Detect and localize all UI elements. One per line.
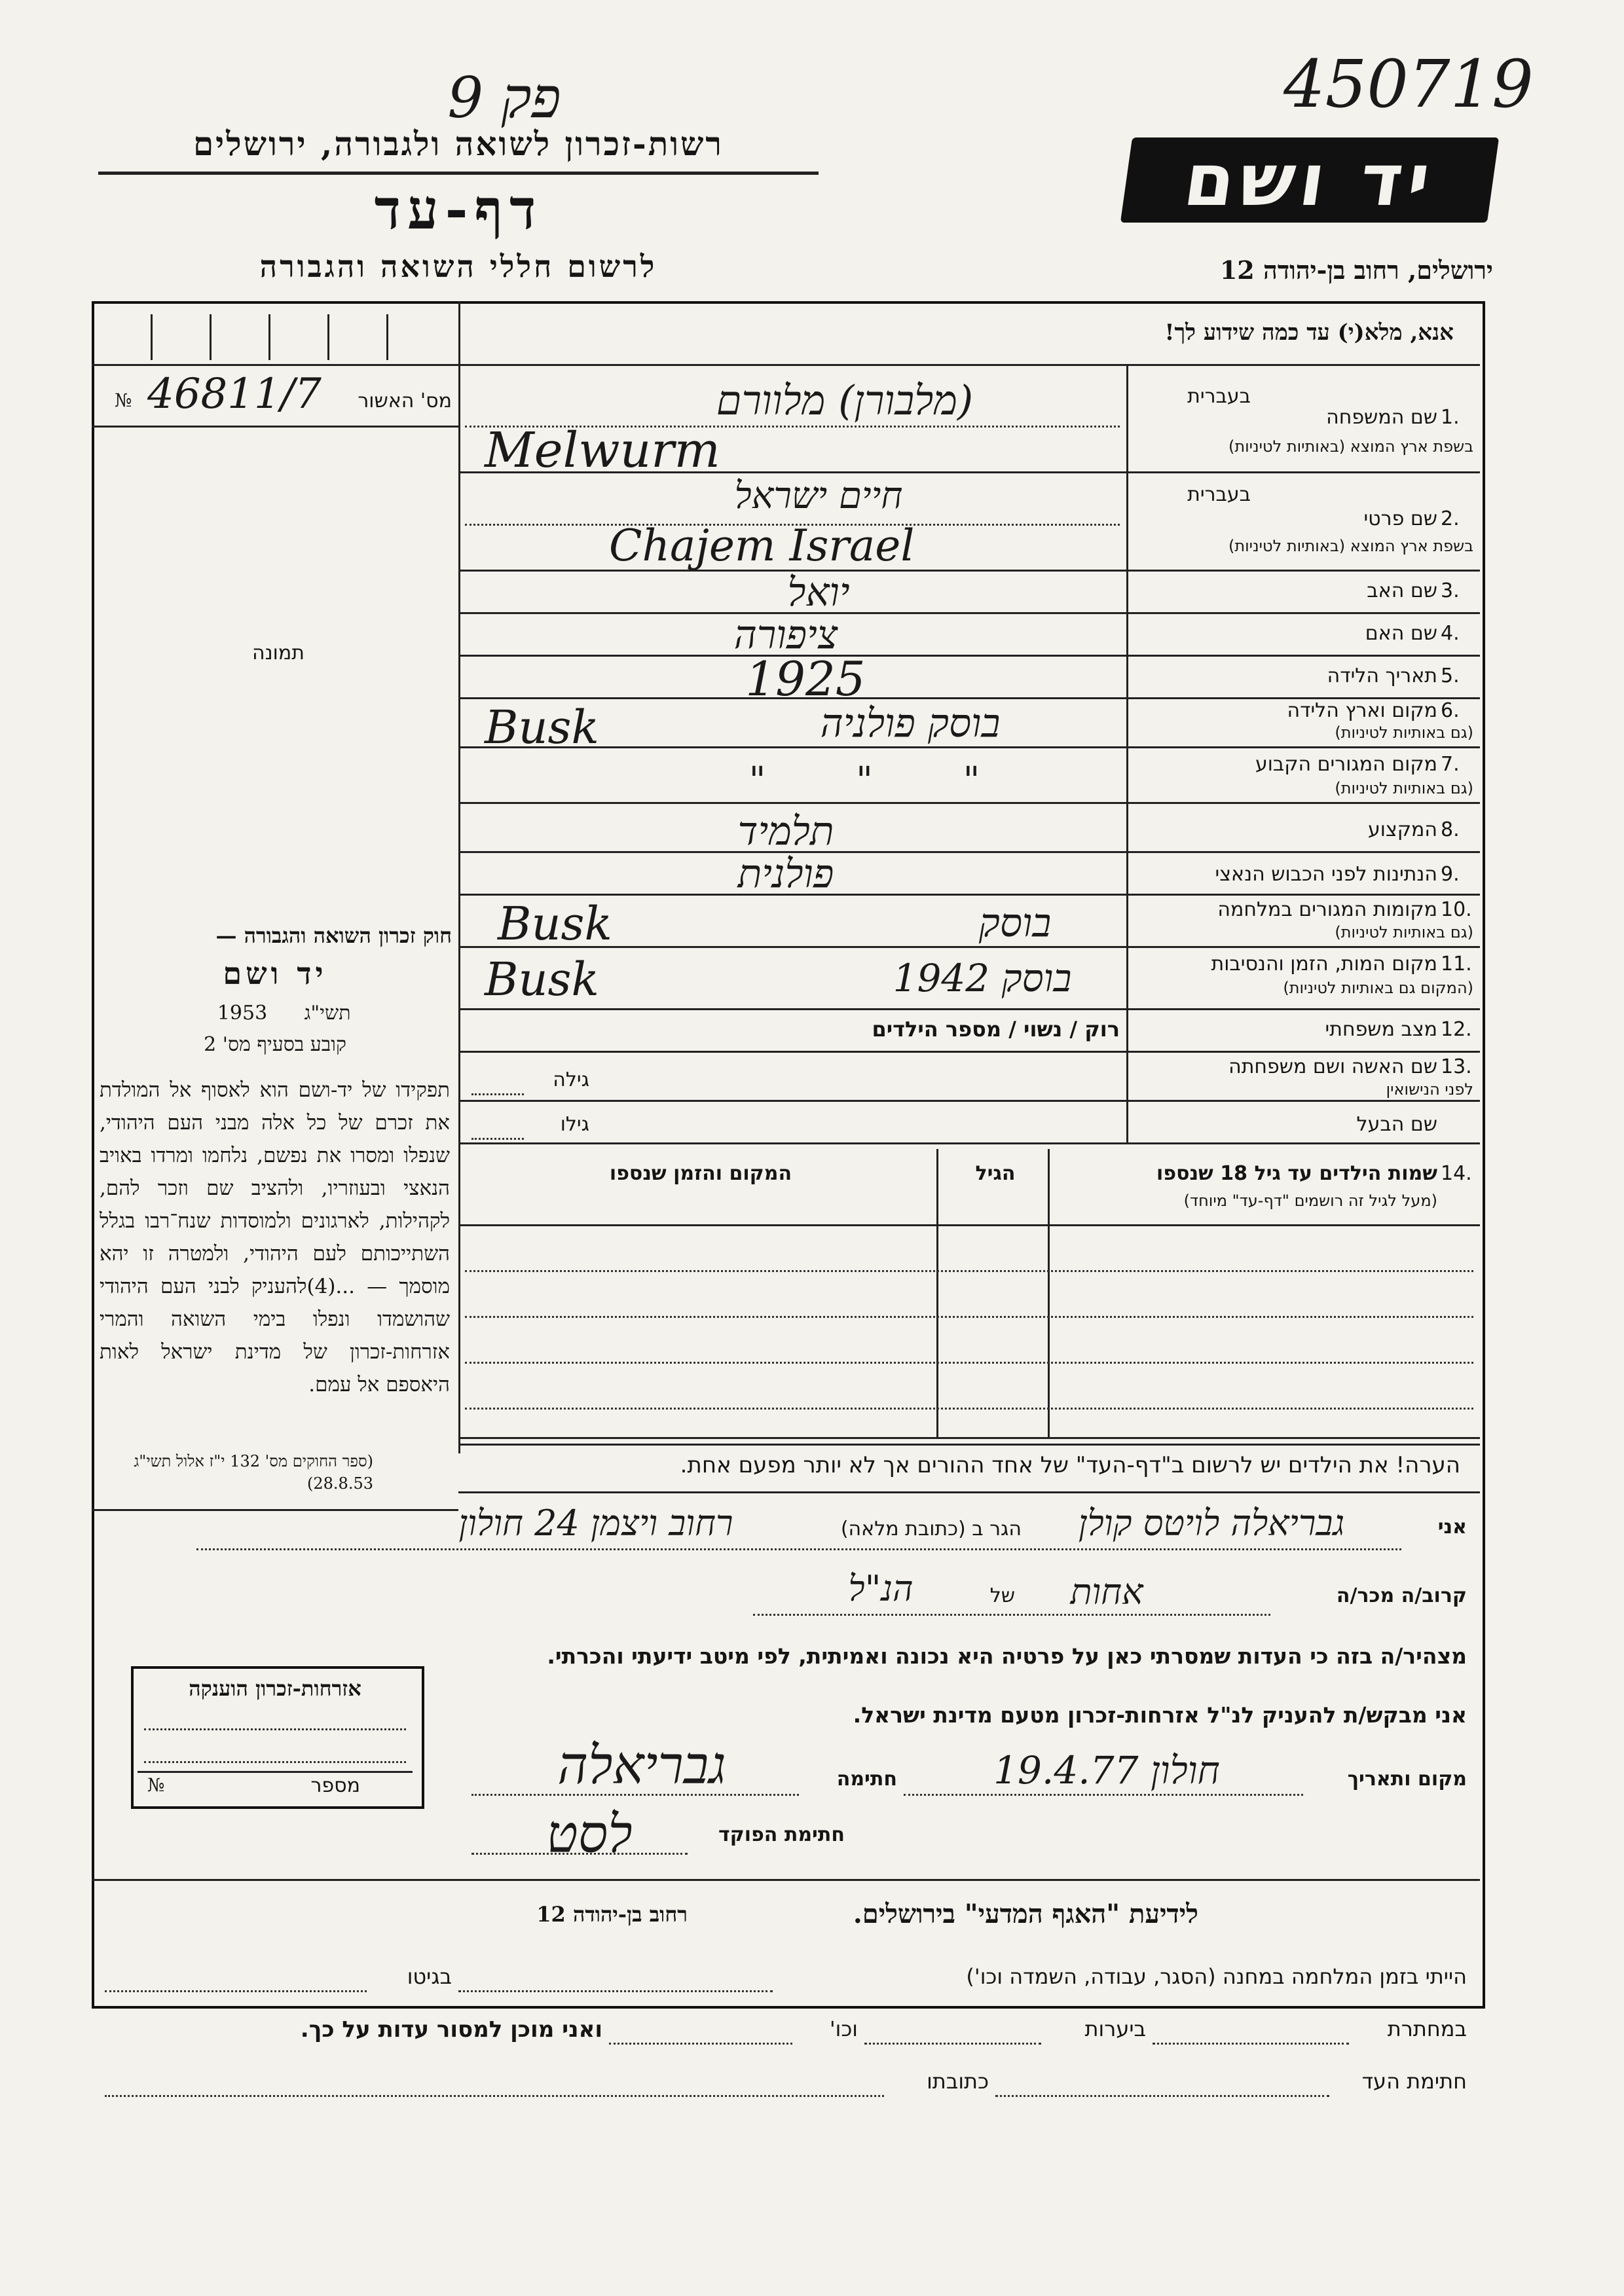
place-date-dots: [904, 1794, 1303, 1796]
rule-f8: [458, 851, 1480, 853]
top-handwritten-note: פק 9: [447, 65, 561, 131]
f10-value-lat: Busk: [498, 897, 612, 951]
f14-row-2: [465, 1316, 1473, 1318]
declarant-name: גבריאלה לויטס קולן: [1078, 1503, 1345, 1544]
relation-of: הנ"ל: [848, 1568, 913, 1609]
f14-row-3: [465, 1362, 1473, 1364]
f14-sub: (מעל לגיל זה רושמים "דף-עד" מיוחד): [1183, 1192, 1437, 1210]
f14-row-1: [465, 1270, 1473, 1272]
f3-value: יואל: [787, 570, 850, 615]
f11-label: מקום המות, הזמן והנסיבות: [1211, 953, 1437, 975]
law-year-heb: תשי"ג: [304, 1002, 351, 1025]
bottom-line1b: בגיטו: [407, 1964, 452, 1989]
bottom-line2-dots-b: [864, 2043, 1041, 2045]
f4-value: ציפורה: [733, 612, 838, 658]
num-4: 4.: [1441, 622, 1460, 645]
bottom-line2d: ואני מוכן למסור עדות על כך.: [300, 2016, 602, 2043]
f5-label: תאריך הלידה: [1327, 665, 1437, 687]
f4-label: שם האם: [1365, 622, 1437, 645]
declarant-resides-label: הגר ב (כתובת מלאה): [840, 1518, 1022, 1540]
f13-sub: לפני הנישואין: [1386, 1080, 1473, 1099]
bottom-line3b: כתובתו: [927, 2069, 989, 2094]
f14-bottom-rule: [458, 1437, 1480, 1439]
photo-label: תמונה: [252, 642, 304, 665]
f7-value: " " ": [748, 759, 1020, 802]
bottom-address: רחוב בן-יהודה 12: [536, 1902, 688, 1927]
law-source: (ספר החוקים מס' 132 י"ז אלול תשי"ג 28.8.53): [134, 1452, 373, 1493]
f8-label: המקצוע: [1367, 818, 1437, 841]
rule-f7: [458, 802, 1480, 804]
num-6: 6.: [1441, 699, 1460, 722]
f11-value-heb: בוסק 1942: [893, 956, 1072, 1000]
f7-label: מקום המגורים הקבוע: [1255, 753, 1437, 776]
approval-label: מס' האשור: [358, 390, 452, 412]
rule-f11: [458, 1008, 1480, 1010]
rule-f4: [458, 655, 1480, 657]
num-11: 11.: [1441, 953, 1472, 975]
note: הערה! את הילדים יש לרשום ב"דף-העד" של אחד ההורים אך לא יותר מפעם אחת.: [680, 1452, 1460, 1478]
logo-text: יד ושם: [1179, 138, 1441, 222]
f14-row-4: [465, 1408, 1473, 1410]
f6-sub: (גם באותיות לטיניות): [1335, 723, 1473, 742]
f2-value-heb: חיים ישראל: [734, 475, 903, 517]
f14-col-divider-2: [1048, 1149, 1050, 1437]
f6-value-lat: Busk: [485, 701, 599, 754]
record-number: 450719: [1283, 46, 1534, 122]
num-12: 12.: [1441, 1018, 1472, 1041]
f14-col-age: הגיל: [975, 1162, 1016, 1185]
rule-f13: [458, 1100, 1480, 1102]
f8-value: תלמיד: [737, 809, 834, 854]
citizenship-no-sign: №: [147, 1774, 165, 1796]
declarant-i-label: אני: [1437, 1516, 1467, 1539]
rule-f3: [458, 612, 1480, 614]
bottom-separator: [92, 1879, 1480, 1881]
signature-dots: [471, 1794, 799, 1796]
bottom-line2-dots-c: [609, 2043, 792, 2045]
law-title: חוק זכרון השואה והגבורה —: [215, 923, 452, 948]
address: ירושלים, רחוב בן-יהודה 12: [1219, 255, 1493, 285]
f5-value: 1925: [745, 651, 866, 706]
officer-label: חתימת הפוקד: [718, 1823, 845, 1846]
officer-dots: [471, 1853, 688, 1855]
label-column-divider: [1126, 364, 1128, 1143]
f1-value-lat: Melwurm: [485, 422, 720, 479]
f7-sub: (גם באותיות לטיניות): [1335, 779, 1473, 797]
f13b-label: שם הבעל: [1356, 1113, 1437, 1136]
f1-sub: בשפת ארץ המוצא (באותיות לטיניות): [1228, 437, 1473, 456]
instruction-rule: [458, 364, 1480, 366]
f1-label: שם המשפחה: [1326, 406, 1437, 429]
of-label: של: [989, 1584, 1015, 1607]
f12-label: מצב משפחתי: [1325, 1018, 1437, 1041]
f12-value: רוק / נשוי / מספר הילדים: [872, 1017, 1120, 1042]
citizenship-dots-2: [144, 1761, 406, 1763]
bottom-line2-dots-a: [1153, 2043, 1349, 2045]
f2-sub: בשפת ארץ המוצא (באותיות לטיניות): [1228, 537, 1473, 555]
f6-label: מקום וארץ הלידה: [1287, 699, 1437, 722]
num-3: 3.: [1441, 579, 1460, 602]
num-9: 9.: [1441, 863, 1460, 886]
f13-age: גילה: [553, 1068, 589, 1091]
num-5: 5.: [1441, 665, 1460, 687]
relation: אחות: [1070, 1571, 1143, 1613]
bottom-title: לידיעת "האגף המדעי" בירושלים.: [853, 1899, 1198, 1929]
org-underline: [98, 172, 819, 175]
form-title: דף-עד: [374, 177, 543, 242]
citizenship-title: אזרחות-זכרון הוענקה: [189, 1676, 361, 1701]
num-2: 2.: [1441, 507, 1460, 530]
bottom-line2b: ביערות: [1084, 2016, 1146, 2041]
num-1: 1.: [1441, 406, 1460, 429]
declarant-address: רחוב ויצמן 24 חולון: [458, 1503, 733, 1544]
f2-value-lat: Chajem Israel: [609, 520, 915, 571]
law-section: קובע בסעיף מס' 2: [204, 1033, 346, 1056]
instruction: אנא, מלא(י) עד כמה שידוע לך!: [1164, 319, 1454, 346]
bottom-line2a: במחתרת: [1387, 2016, 1467, 2041]
f13b-age: גילו: [560, 1113, 589, 1136]
rule-f9: [458, 894, 1480, 896]
f10-sub: (גם באותיות לטיניות): [1335, 923, 1473, 941]
org-line: רשות-זכרון לשואה ולגבורה, ירושלים: [193, 124, 724, 163]
f13-age-dots: [471, 1093, 524, 1095]
approval-rule: [92, 364, 458, 366]
yad-vashem-logo: [1120, 137, 1499, 223]
rule-f13b: [458, 1142, 1480, 1144]
f13-label: שם האשה ושם משפחתה: [1228, 1055, 1437, 1078]
num-7: 7.: [1441, 753, 1460, 776]
citizenship-number-label: מספר: [310, 1774, 360, 1797]
form-subtitle: לרשום חללי השואה והגבורה: [259, 249, 657, 284]
f10-label: מקומות המגורים במלחמה: [1217, 898, 1437, 921]
num-10: 10.: [1441, 898, 1472, 921]
signature-label: חתימה: [836, 1768, 897, 1791]
approval-underline: [92, 426, 458, 428]
citizenship-dots-1: [144, 1728, 406, 1730]
approval-number: 46811/7: [147, 370, 322, 418]
bottom-line1-dots-a: [458, 1990, 773, 1992]
signature: גבריאלה: [557, 1735, 726, 1796]
bottom-line3a: חתימת העד: [1361, 2069, 1467, 2094]
relative-dots: [753, 1614, 1270, 1616]
f14-label: שמות הילדים עד גיל 18 שנספו: [1156, 1162, 1437, 1185]
f1-heb-tag: בעברית: [1187, 385, 1251, 408]
law-name: יד ושם: [223, 956, 327, 991]
left-column-divider: [458, 301, 460, 1453]
citizenship-number-row: [138, 1771, 413, 1802]
bottom-line3-dots-b: [105, 2095, 884, 2097]
f11-sub: (המקום גם באותיות לטיניות): [1283, 979, 1473, 997]
law-year: 1953: [217, 1002, 268, 1025]
bottom-line1-dots-b: [105, 1990, 367, 1992]
f10-value-heb: בוסק: [978, 900, 1052, 946]
relative-label: קרוב/ה מכר/ה: [1336, 1584, 1467, 1607]
f11-value-lat: Busk: [485, 953, 599, 1006]
f13b-age-dots: [471, 1138, 524, 1140]
rule-f12: [458, 1051, 1480, 1053]
approval-ticks: [98, 308, 452, 360]
approval-no-sign: №: [115, 390, 132, 411]
bottom-line2c: וכו': [829, 2016, 858, 2041]
bottom-line1a: הייתי בזמן המלחמה במחנה (הסגר, עבודה, השמדה וכו'): [966, 1964, 1467, 1989]
f2-heb-tag: בעברית: [1187, 483, 1251, 506]
f14-col-place: המקום והזמן שנספו: [609, 1162, 792, 1185]
declare-text: מצהיר/ה בזה כי העדות שמסרתי כאן על פרטיה היא נכונה ואמיתית, לפי מיטב ידיעתי והכרתי.: [547, 1643, 1467, 1669]
place-date: חולון 19.4.77: [993, 1748, 1220, 1793]
f14-col-divider-1: [936, 1149, 938, 1437]
declarant-name-dots: [196, 1548, 1401, 1550]
f14-header-rule: [458, 1224, 1480, 1226]
num-13: 13.: [1441, 1055, 1472, 1078]
f9-value: פולנית: [737, 851, 834, 897]
f3-label: שם האב: [1367, 579, 1437, 602]
officer-signature: לסט: [546, 1804, 633, 1865]
f6-value-heb: בוסק פולניה: [820, 701, 1001, 746]
f1-value-heb: (מלבורן) מלוורם: [716, 376, 974, 424]
num-8: 8.: [1441, 818, 1460, 841]
request-text: אני מבקש/ת להעניק לנ"ל אזרחות-זכרון מטעם מדינת ישראל.: [853, 1702, 1467, 1728]
law-body: תפקידו של יד-ושם הוא לאסוף אל המולדת את זכרם של כל אלה מבני העם היהודי, שנפלו ומסרו את נפשם, נלחמו ומרדו באויב הנאצי ובעוזריו, ולהציב שם וזכר להם, לקהילות, לארגונים ולמוסדות שנח־רבו בגלל השתייכותם לעם היהודי, ולמטרה זו יהא מוסמך — ...(4)להעניק לבני העם היהודי שהושמדו ונפלו בימי השואה והמרי אזרחות-זכרון של מדינת ישראל לאות היאספם אל עמם.: [100, 1078, 450, 1396]
place-date-label: מקום ותאריך: [1347, 1768, 1467, 1791]
f9-label: הנתינות לפני הכבוש הנאצי: [1215, 863, 1437, 886]
num-14: 14.: [1441, 1162, 1472, 1185]
f2-label: שם פרטי: [1363, 507, 1437, 530]
bottom-line3-dots-a: [995, 2095, 1329, 2097]
